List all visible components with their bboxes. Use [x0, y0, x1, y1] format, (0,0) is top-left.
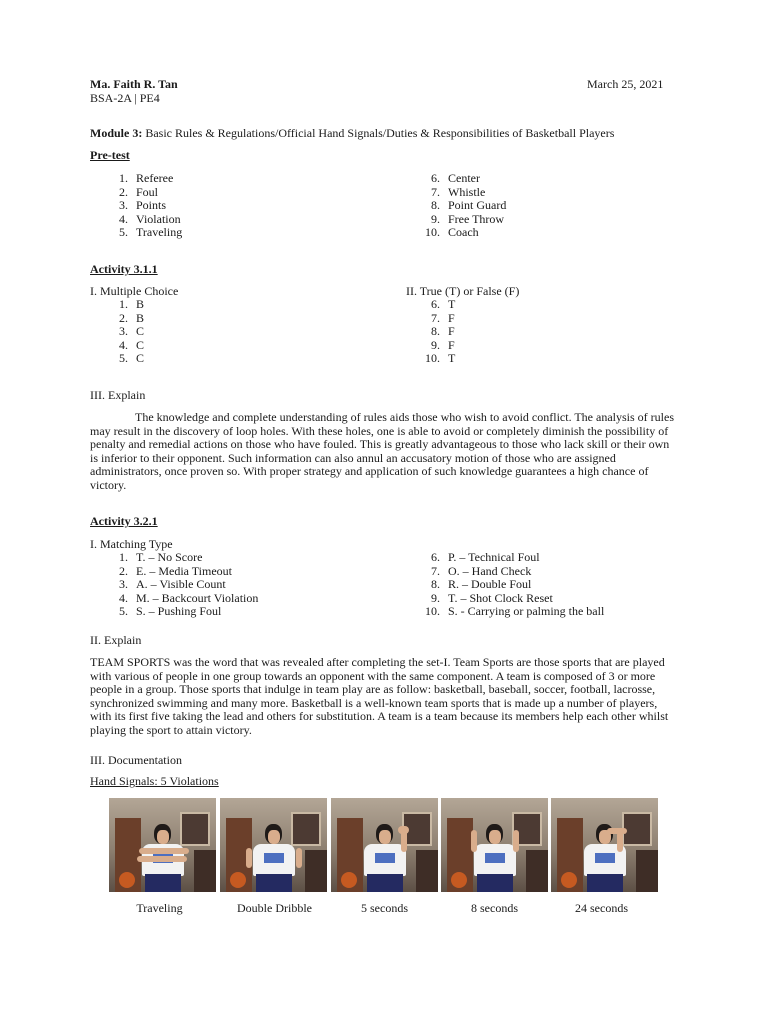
matching-type-title: I. Matching Type [90, 537, 173, 551]
module-title [90, 127, 614, 141]
true-false-title: II. True (T) or False (F) [406, 284, 520, 298]
photo-double-dribble [220, 798, 327, 892]
photo-24-seconds [551, 798, 658, 892]
caption-traveling: Traveling [136, 901, 183, 915]
explain-paragraph-1: The knowledge and complete understanding of rules aids those who wish to avoid conflict. The analysis of rules may result in the discovery of loop holes. With these holes, one is able to avoid or completely diminish the possibility of penalty and remedial actions on those who have fouled. This is greatly advantageous to those who lack skill or their own is inferior to their opponent. Such information can also annul an accusatory motion of those who are assigned administrators, once proven so. With proper strategy and application of such knowledge guarantees a high chance of victory. [90, 410, 674, 492]
pretest-heading: Pre-test [90, 148, 130, 162]
explain-paragraph-2: TEAM SPORTS was the word that was revealed after completing the set-I. Team Sports are those sports that are played with various of people in one group towards an opponent with the same component. A team is composed of 3 or more people in a group. Those sports that indulge in team play are as follow: basketball, baseball, soccer, football, lacrosse, synchronized swimming and many more. Basketball is a well-known team sports that is made up a number of players, with its first five taking the lead and others for substitution. A team is a team because its members help each other whilst playing the sport to attain victory. [90, 655, 669, 737]
caption-24-seconds: 24 seconds [575, 901, 628, 915]
multiple-choice-title: I. Multiple Choice [90, 284, 179, 298]
photo-5-seconds [331, 798, 438, 892]
module-label: Module 3: [90, 126, 143, 140]
explain-title-1: III. Explain [90, 388, 146, 402]
hand-signals-heading: Hand Signals: 5 Violations [90, 774, 219, 788]
explain-title-2: II. Explain [90, 633, 142, 647]
photo-8-seconds [441, 798, 548, 892]
photo-traveling [109, 798, 216, 892]
document-date: March 25, 2021 [587, 77, 664, 91]
activity-321-heading: Activity 3.2.1 [90, 514, 158, 528]
activity-311-heading: Activity 3.1.1 [90, 262, 158, 276]
course-section: BSA-2A | PE4 [90, 91, 160, 105]
caption-5-seconds: 5 seconds [361, 901, 408, 915]
caption-8-seconds: 8 seconds [471, 901, 518, 915]
caption-double-dribble: Double Dribble [237, 901, 312, 915]
module-title-text: Basic Rules & Regulations/Official Hand Signals/Duties & Responsibilities of Basketball Players [145, 126, 615, 140]
documentation-title: III. Documentation [90, 753, 182, 767]
student-name: Ma. Faith R. Tan [90, 77, 178, 91]
